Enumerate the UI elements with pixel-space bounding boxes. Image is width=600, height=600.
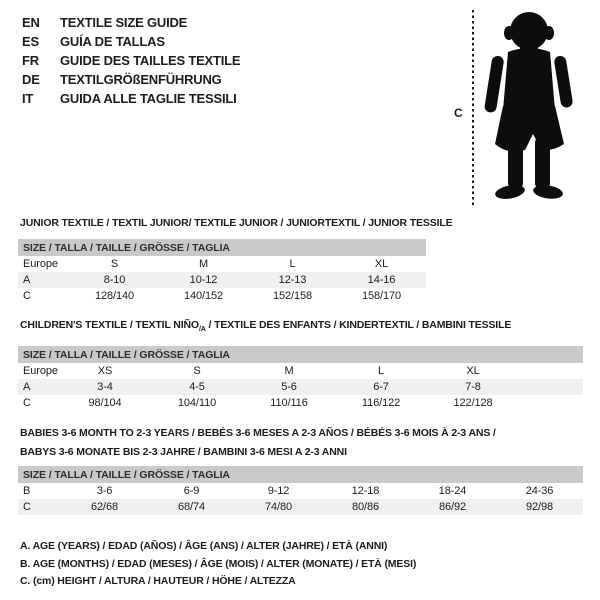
- row-label-cell: Europe: [23, 258, 58, 270]
- row-label-cell: A: [23, 274, 31, 286]
- junior-size-table: [18, 239, 426, 304]
- table-row: [18, 363, 583, 379]
- table-row: [18, 483, 583, 499]
- babies-size-table: [18, 466, 583, 515]
- guide-title: GUÍA DE TALLAS: [60, 34, 165, 49]
- language-code: FR: [22, 53, 39, 68]
- children-title-part: CHILDREN'S TEXTILE / TEXTIL NIÑO: [20, 319, 199, 331]
- value-cell: 116/122: [361, 397, 401, 409]
- table-row: [18, 395, 583, 411]
- value-cell: 74/80: [264, 501, 293, 513]
- children-section-title: [20, 319, 511, 333]
- table-row: [18, 288, 426, 304]
- guide-title: GUIDE DES TAILLES TEXTILE: [60, 53, 241, 68]
- table-row: [18, 256, 426, 272]
- junior-section-title: JUNIOR TEXTILE / TEXTIL JUNIOR/ TEXTILE JUNIOR / JUNIORTEXTIL / JUNIOR TESSILE: [20, 217, 453, 229]
- row-label-cell: C: [23, 397, 31, 409]
- babies-title-line1: BABIES 3-6 MONTH TO 2-3 YEARS / BEBÉS 3-6 MESES A 2-3 AÑOS / BÉBÉS 3-6 MOIS À 2-3 ANS /: [20, 427, 496, 439]
- table-header-row: [18, 346, 583, 363]
- value-cell: 4-5: [189, 381, 205, 393]
- value-cell: 9-12: [267, 485, 290, 497]
- value-cell: 6-9: [183, 485, 200, 497]
- table-row: [18, 272, 426, 288]
- value-cell: 5-6: [281, 381, 297, 393]
- value-cell: 80/86: [351, 501, 380, 513]
- value-cell: M: [284, 365, 294, 377]
- value-cell: M: [198, 258, 209, 270]
- size-header-cell: SIZE / TALLA / TAILLE / GRÖSSE / TAGLIA: [18, 346, 583, 363]
- spacer-cell: [519, 363, 583, 379]
- language-code: ES: [22, 34, 39, 49]
- value-cell: 6-7: [373, 381, 389, 393]
- guide-title: TEXTILE SIZE GUIDE: [60, 15, 188, 30]
- value-cell: 152/158: [272, 290, 313, 302]
- value-cell: S: [193, 365, 201, 377]
- value-cell: 8-10: [103, 274, 126, 286]
- value-cell: 110/116: [270, 397, 308, 409]
- value-cell: 86/92: [438, 501, 467, 513]
- legend-line-b: B. AGE (MONTHS) / EDAD (MESES) / ÂGE (MOIS) / ALTER (MONATE) / ETÀ (MESI): [20, 557, 417, 570]
- spacer-cell: [519, 379, 583, 395]
- value-cell: 12-13: [278, 274, 307, 286]
- row-label-cell: Europe: [23, 365, 58, 377]
- value-cell: 158/170: [361, 290, 402, 302]
- table-header-row: [18, 466, 583, 483]
- value-cell: 14-16: [367, 274, 396, 286]
- babies-title-line2: BABYS 3-6 MONATE BIS 2-3 JAHRE / BAMBINI 3-6 MESI A 2-3 ANNI: [20, 446, 347, 458]
- value-cell: XL: [374, 258, 389, 270]
- row-label-cell: A: [23, 381, 31, 393]
- list-item: [22, 13, 240, 32]
- value-cell: 128/140: [94, 290, 135, 302]
- value-cell: 104/110: [177, 397, 217, 409]
- list-item: [22, 32, 240, 51]
- list-item: [22, 89, 240, 108]
- guide-title: TEXTILGRÖßENFÜHRUNG: [60, 72, 222, 87]
- value-cell: 98/104: [88, 397, 122, 409]
- guide-title: GUIDA ALLE TAGLIE TESSILI: [60, 91, 237, 106]
- row-label-cell: B: [23, 485, 31, 497]
- value-cell: 7-8: [465, 381, 481, 393]
- value-cell: 18-24: [438, 485, 467, 497]
- language-code: EN: [22, 15, 40, 30]
- value-cell: XS: [97, 365, 113, 377]
- row-label-cell: C: [23, 290, 31, 302]
- language-title-list: [22, 13, 240, 108]
- table-row: [18, 499, 583, 515]
- legend-line-c: C. (cm) HEIGHT / ALTURA / HAUTEUR / HÖHE / ALTEZZA: [20, 575, 296, 587]
- legend-line-a: A. AGE (YEARS) / EDAD (AÑOS) / ÂGE (ANS) / ALTER (JAHRE) / ETÀ (ANNI): [20, 540, 388, 552]
- language-code: IT: [22, 91, 34, 106]
- children-title-subscript: /A: [198, 325, 206, 334]
- babies-section-title: [20, 424, 580, 462]
- table-row: [18, 379, 583, 395]
- size-header-cell: SIZE / TALLA / TAILLE / GRÖSSE / TAGLIA: [18, 239, 426, 256]
- value-cell: XL: [466, 365, 480, 377]
- value-cell: 140/152: [183, 290, 224, 302]
- toddler-silhouette: [484, 8, 590, 206]
- value-cell: 92/98: [525, 501, 554, 513]
- size-header-cell: SIZE / TALLA / TAILLE / GRÖSSE / TAGLIA: [18, 466, 583, 483]
- value-cell: L: [289, 258, 296, 270]
- list-item: [22, 51, 240, 70]
- value-cell: 3-4: [97, 381, 113, 393]
- children-size-table: [18, 346, 583, 411]
- height-measure-dashed-line: [472, 10, 474, 206]
- value-cell: S: [110, 258, 119, 270]
- value-cell: 12-18: [351, 485, 380, 497]
- list-item: [22, 70, 240, 89]
- row-label-cell: C: [23, 501, 31, 513]
- height-measure-label: C: [454, 106, 463, 120]
- measurement-legend: [20, 538, 416, 591]
- table-header-row: [18, 239, 426, 256]
- value-cell: 122/128: [453, 397, 493, 409]
- language-code: DE: [22, 72, 40, 87]
- value-cell: 62/68: [90, 501, 119, 513]
- value-cell: 68/74: [177, 501, 206, 513]
- children-title-part: / TEXTILE DES ENFANTS / KINDERTEXTIL / BAMBINI TESSILE: [205, 319, 512, 331]
- value-cell: 10-12: [189, 274, 218, 286]
- spacer-cell: [519, 395, 583, 411]
- value-cell: 3-6: [96, 485, 113, 497]
- value-cell: L: [377, 365, 385, 377]
- value-cell: 24-36: [525, 485, 554, 497]
